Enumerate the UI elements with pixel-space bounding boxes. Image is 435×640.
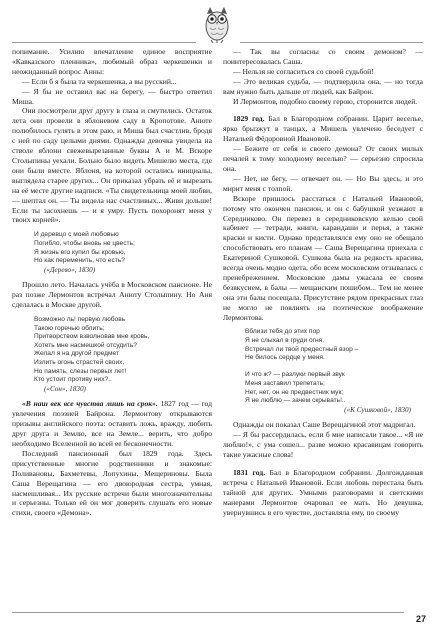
dialogue-line: — Нет, не бегу, — отвечает он. — Но Вы здесь, и это мирит меня с толпой. [223,173,423,193]
verse-line: Встречал ли твой предестный взор – [245,345,359,353]
right-column [223,47,423,607]
verse-line: Хотеть мне насмешкой отсудить? [34,341,137,349]
verse-line: Желал я на другой предмет [34,350,119,358]
paragraph: Вскоре пришлось расстаться с Натальей Ивановой, потому что окончен пансион, и он с бабушкой уезжают в Середниково. Он перевез в середниковскую келью свой кабинет — тетради, книги, карандаши и перья, а также краски и кисти. Однако представлялся ему оно не обещало способствовать его планам — Саша Верещагина приехала с Екатериной Сушковой. Сушкова была на редкость красива, всегда очень модно одета, обо всем московском отзывалась с пренебрежением. Московские дамы ужасала ее своим безвкусием, в балы — мещанским пошибом... Тем не менее она эти балы посещала. Присутствие рядом прекрасных глаз не могло не повлиять на поэтическое воображение Лермонтова. [223,193,423,322]
paragraph [12,399,212,449]
paragraph [223,114,423,144]
verse-line: Но память, слезы первых лет! [34,367,127,375]
dialogue-line: — Нельзя не согласиться со своей судьбой! [233,66,374,76]
verse-line: Не билось сердце у меня. [245,354,325,362]
verse-block [34,231,212,274]
verse-line: Но как переменить, что есть? [34,257,125,265]
page-number: 27 [415,614,426,624]
paragraph: Прошло лето. Началась учёба в Московском пансионе. Не раз позже Лермонтов встречал Анюту Столыпину. Но Аня сделалась в Москве другой. [12,280,212,310]
paragraph: Они посмотрели друг другу в глаза и смутились. Остаток лета они провели в яблоневом саду в Кропотове. Анюте полюбилось гулять в этом раю, и Миша был счастлив, бродя с ней по саду целыми днями. Однажды девочка увидела на стволе яблони свежевырезанные буквы А и М. Вскоре Столыпины уехали. Больно было видеть Мишелю места, где они были вместе. Яблоня, на которой остались инициалы, выглядела старее других... Он приказал убрать её и вырезать на её месте другие надписи. «Ты свидетельница моей любви, — шептал он. — Ты видела нас счастливых... Живи дольше! Если ты засохнешь — и я умру. Пусть похоронят меня у твоих корней». [12,106,212,225]
dialogue-line: — Я бы рассердилась, если б мне написали такое... «Я не люблю!», с ума сошел... разве можно красавицам говорить такие ужасные слова! [223,430,423,460]
verse-source: («Сон», 1830) [44,384,86,393]
verse-line: И что ж? — разлуки первый звук [245,371,345,379]
left-column [12,47,212,607]
verse-block [34,316,212,393]
verse-line: И деревцо с моей любовью [34,231,119,239]
verse-line: Я не слыхал в груди огня. [245,337,325,345]
dialogue-line: — Если б я была та черкешенка, а вы русский... [22,76,177,86]
header-rule-right [240,42,423,43]
header-rule-left [12,42,196,43]
paragraph [223,468,423,518]
verse-source: («К Сушковой», 1830) [344,405,411,414]
dialogue-line: — Я бы не оставил вас на берегу, — быстро ответил Миша. [12,86,212,106]
paragraph-text: Бал в Благородном собрании. Долгожданная встреча с Натальей Ивановой. Если любовь перестала быть тайной для других. Умными разговорами и светскими манерами Лермонтов очаровал ее мать. Но девушка, увернувшись в его чувстве, доставляла ему, по своему [223,468,423,517]
verse-line: Я не люблю — зачем скрывать!.. [245,397,346,405]
dialogue-line: — Так вы согласны со своим демоном? — поинтересовалась Саша. [223,47,423,66]
verse-line: Притворством взволновав мне кровь, [34,333,150,341]
verse-line: Погибло, чтобы вновь не цвесть; [34,239,135,247]
verse-line: Я жизнь его купил бы кровью, [34,248,126,256]
dialogue-line: — Это великая судьба, — подтвердила она, — но тогда вам нужно быть дальше от людей, как Байрон. [223,76,423,96]
verse-line: Кто устоит противу них?.. [34,376,112,384]
verse-line: Излить огонь страстей своих, [34,358,125,366]
paragraph: И Лермонтов, подобно своему герою, сторонится людей. [233,96,418,106]
owl-icon [201,4,233,44]
dialogue-line: — Бежите от себя и своего демона? От своих милых печалей к тому холодному веселью? — серьезно спросила она. [223,144,423,173]
year-heading: 1831 год. [233,468,266,478]
paragraph: Однажды он показал Саше Верещагиной этот мадригал. [233,420,416,430]
verse-source: («Дерево», 1830) [44,265,96,274]
paragraph-text: Бал в Благородном собрании. Царит веселье, ярко брызжут в танцах, а Мишель увлечено беседует с Натальей Фёдоровной Ивановой. [223,114,423,144]
footer-rule [12,612,404,613]
paragraph-text: 1827 год — год увлечения поэзией Байрона. Лермонтову открываются призывы английского поэта: оставить ложь, вражду, любить друг друга и Землю, все на Земле... верить, что добро необходимо Вселенной во всей ее бесконечности. [12,399,212,448]
verse-line: Такою горечью облить; [34,324,105,332]
verse-line: Вблизи тебя до этих пор [245,328,320,336]
verse-block [245,328,423,414]
year-heading: 1829 год. [233,114,265,124]
verse-line: Возможно ль! первую любовь [34,316,126,323]
paragraph: попимание. Усилию впечатление единое восприятие «Кавказского пленника», любимый образ черкешенки и неожиданный вопрос Анны: [12,47,212,76]
verse-line: Нет, нет, он не предвестник мук; [245,388,344,396]
section-heading: «В наш век все чувства лишь на срок». [22,399,158,409]
verse-line: Меня заставил трепетать; [245,380,325,388]
paragraph: Последний пансионный был 1829 года. Здесь присутственные многие родственники и знакомые: Поливановы, Бахметевы, Лопухины, Мещериновы. Была Саша Верещагина — его двоюродная сестра, умная, насмешливая... Их русские встречи были многозначительны и серьезны. Только ей он мог доверить слушать его новые стихи, своего «Демона». [12,448,212,518]
